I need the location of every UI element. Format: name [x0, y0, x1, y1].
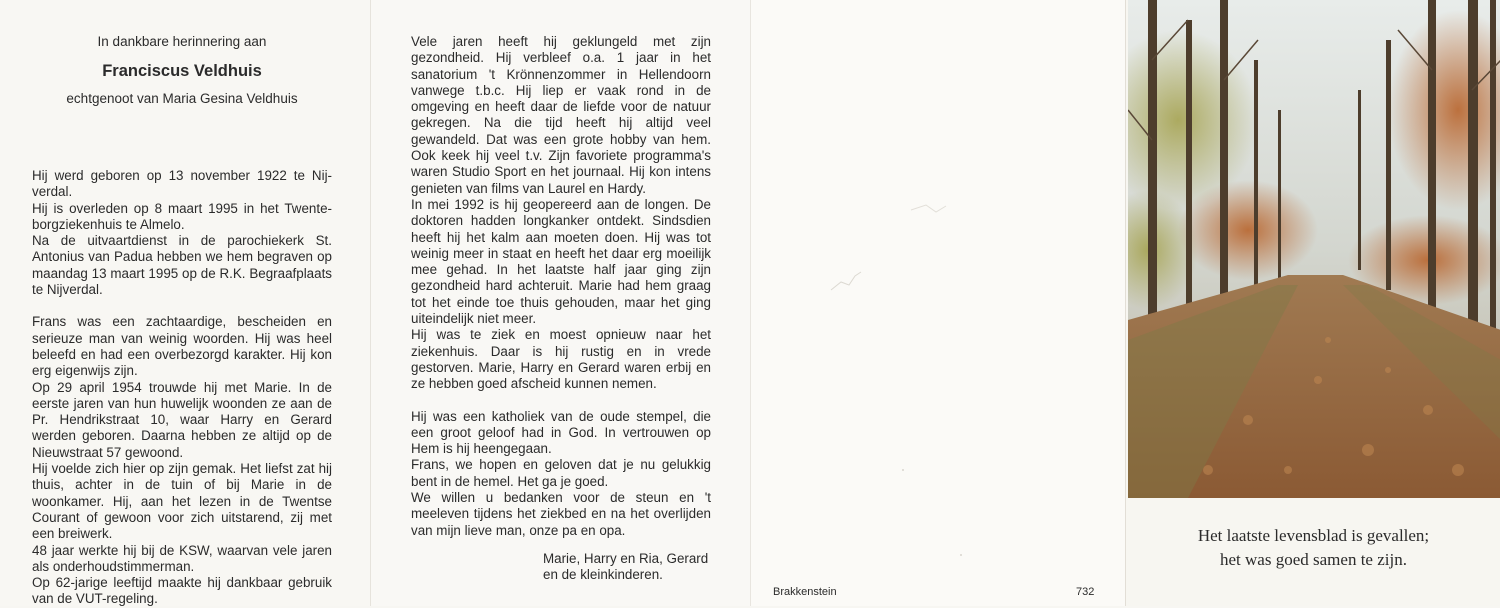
verse [1126, 524, 1500, 572]
signature-line: en de kleinkinderen. [543, 567, 663, 583]
verse-line: Het laatste levensblad is gevallen; [1197, 526, 1430, 545]
paragraph: Na de uitvaartdienst in de parochiekerk St. Antonius van Padua hebben we hem begraven op maandag 13 maart 1995 op de R.K. Begraafplaats te Nijverdal. [32, 233, 332, 298]
thanks-text: We willen u bedanken voor de steun en 't meeleven tijdens het ziekbed en na het overlijden van mijn lieve man, onze pa en opa. [411, 490, 711, 538]
deceased-name: Franciscus Veldhuis [102, 62, 262, 80]
signature [543, 551, 723, 584]
spouse-line: echtgenoot van Maria Gesina Veldhuis [66, 91, 298, 106]
paragraph: 48 jaar werkte hij bij de KSW, waarvan vele jaren als onderhoudstimmerman. [32, 542, 332, 574]
paragraph: Hij is overleden op 8 maart 1995 in het Twente-borgziekenhuis te Almelo. [32, 200, 332, 232]
blank-panel [750, 0, 1126, 606]
publisher-label: Brakkenstein [773, 586, 837, 598]
biography-part-2 [411, 34, 711, 490]
paragraph: Op 62-jarige leeftijd maakte hij dankbaar gebruik van de VUT-regeling. [32, 575, 332, 607]
paragraph: Hij werd geboren op 13 november 1922 te Nij-verdal. [32, 168, 332, 200]
back-panel [1125, 0, 1500, 606]
paragraph: Hij voelde zich hier op zijn gemak. Het liefst zat hij thuis, achter in de tuin of bij Marie in de woonkamer. Hij, aan het lezen in de Twentse Courant of gewoon voor zich uitstarend, zij met een breiwerk. [32, 461, 332, 542]
biography-part-1 [32, 168, 332, 608]
paragraph: In mei 1992 is hij geopereerd aan de longen. De doktoren hadden longkanker ontdekt. Sindsdien heeft hij het kalm aan moeten doen. Hij was tot weinig meer in staat en heeft het daar erg moeilijk mee gehad. In het laatste half jaar ging zijn gezondheid hard achteruit. Marie had hem graag tot het einde toe thuis gehouden, maar het ging uiteindelijk niet meer. [411, 196, 711, 327]
paragraph: Vele jaren heeft hij geklungeld met zijn gezondheid. Hij verbleef o.a. 1 jaar in het sanatorium 't Krönnenzommer in Hellendoorn vanwege t.b.c. Hij liep er vaak rond in de omgeving en heeft daar de liefde voor de natuur gekregen. Na die tijd heeft hij altijd veel gewandeld. Dat was een grote hobby van hem. Ook keek hij veel t.v. Zijn favoriete programma's waren Studio Sport en het journaal. Hij kon intens genieten van films van Laurel en Hardy. [411, 34, 711, 196]
intro-line: In dankbare herinnering aan [97, 34, 267, 49]
verse-line: het was goed samen te zijn. [1220, 550, 1407, 569]
middle-panel [370, 0, 751, 606]
card-number: 732 [1076, 586, 1095, 598]
signature-line: Marie, Harry en Ria, Gerard [543, 551, 709, 566]
thanks-note [411, 490, 711, 539]
paragraph: Op 29 april 1954 trouwde hij met Marie. In de eerste jaren van hun huwelijk woonden ze aan de Pr. Hendrikstraat 10, waar Harry en Gerard werden geboren. Daarna hebben ze altijd op de Nieuwstraat 57 gewoond. [32, 379, 332, 460]
left-panel [0, 0, 370, 606]
paragraph: Frans was een zachtaardige, bescheiden en serieuze man van weinig woorden. Hij was heel beleefd en had een overbezorgd karakter. Hij kon erg eigenwijs zijn. [32, 314, 332, 379]
paragraph: Hij was te ziek en moest opnieuw naar het ziekenhuis. Daar is hij rustig en in vrede gestorven. Marie, Harry en Gerard waren erbij en ze hebben goed afscheid kunnen nemen. [411, 327, 711, 392]
forest-path-photo [1128, 0, 1500, 498]
paragraph: Frans, we hopen en geloven dat je nu gelukkig bent in de hemel. Het ga je goed. [411, 457, 711, 489]
embossed-mark [751, 0, 1126, 606]
paragraph: Hij was een katholiek van de oude stempel, die een groot geloof had in God. In vertrouwen op Hem is hij heengegaan. [411, 408, 711, 457]
